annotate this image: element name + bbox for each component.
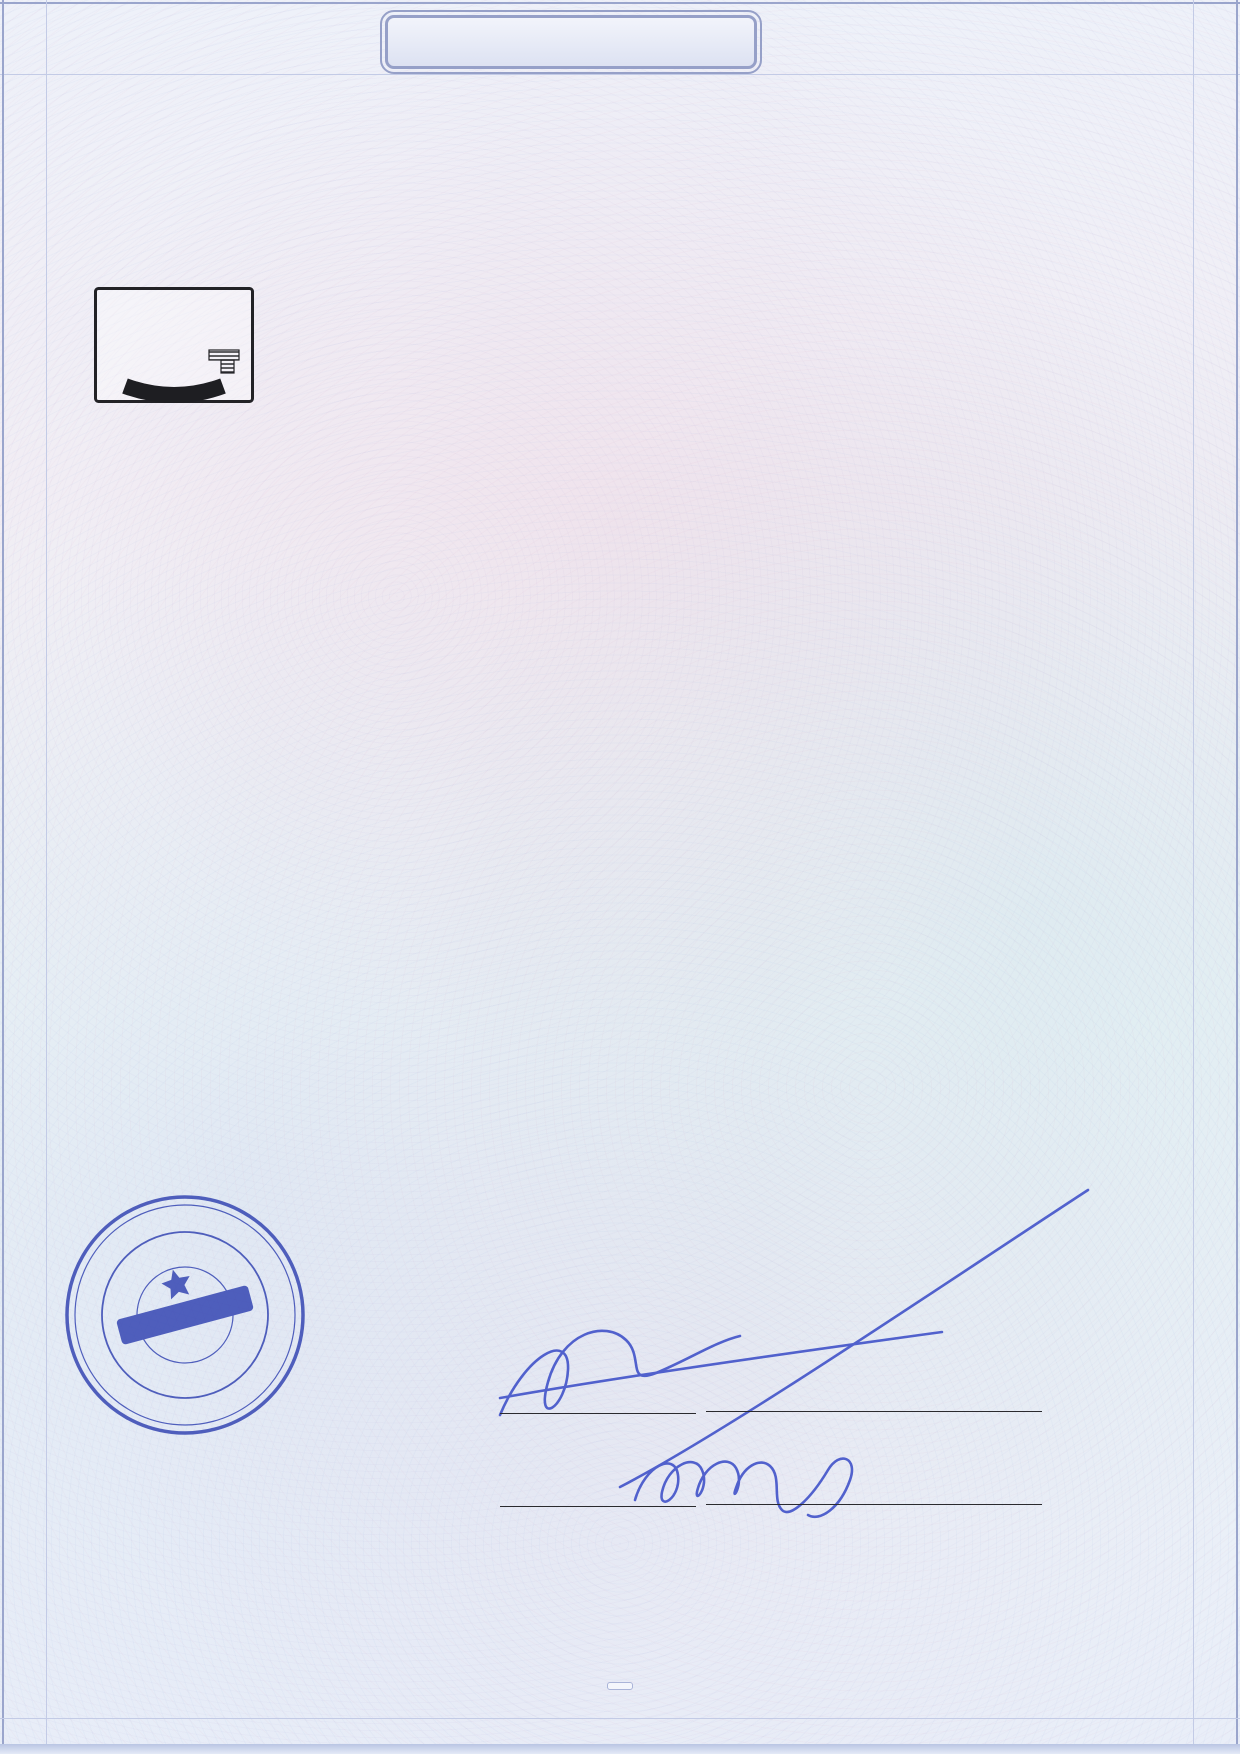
head-signature-stroke — [500, 1331, 740, 1415]
expert-signature-line — [500, 1506, 696, 1507]
frame-line-bottom-inner — [0, 1718, 1240, 1719]
handwritten-signatures — [430, 1170, 1110, 1540]
frame-line-top-outer — [0, 2, 1240, 4]
header-title-block — [60, 104, 1050, 113]
head-signature-flourish — [620, 1190, 1088, 1487]
zigzag-border-right — [1190, 0, 1236, 1754]
head-signature-line — [500, 1413, 696, 1414]
expert-name-line — [706, 1504, 1042, 1505]
frame-line-right-outer — [1236, 0, 1238, 1754]
zigzag-border-bottom — [0, 1662, 1240, 1718]
frame-line-top-inner — [0, 74, 1240, 75]
certification-body-block — [60, 490, 1175, 498]
progress-round-seal — [60, 1190, 310, 1440]
head-name-line — [706, 1411, 1042, 1412]
zigzag-border-left — [4, 0, 50, 1754]
promtehstandart-logo — [93, 286, 255, 404]
russian-federation-badge — [385, 15, 757, 69]
print-house-imprint — [607, 1682, 633, 1690]
bottom-color-strip — [0, 1744, 1240, 1754]
expert-signature-stroke — [635, 1459, 852, 1517]
